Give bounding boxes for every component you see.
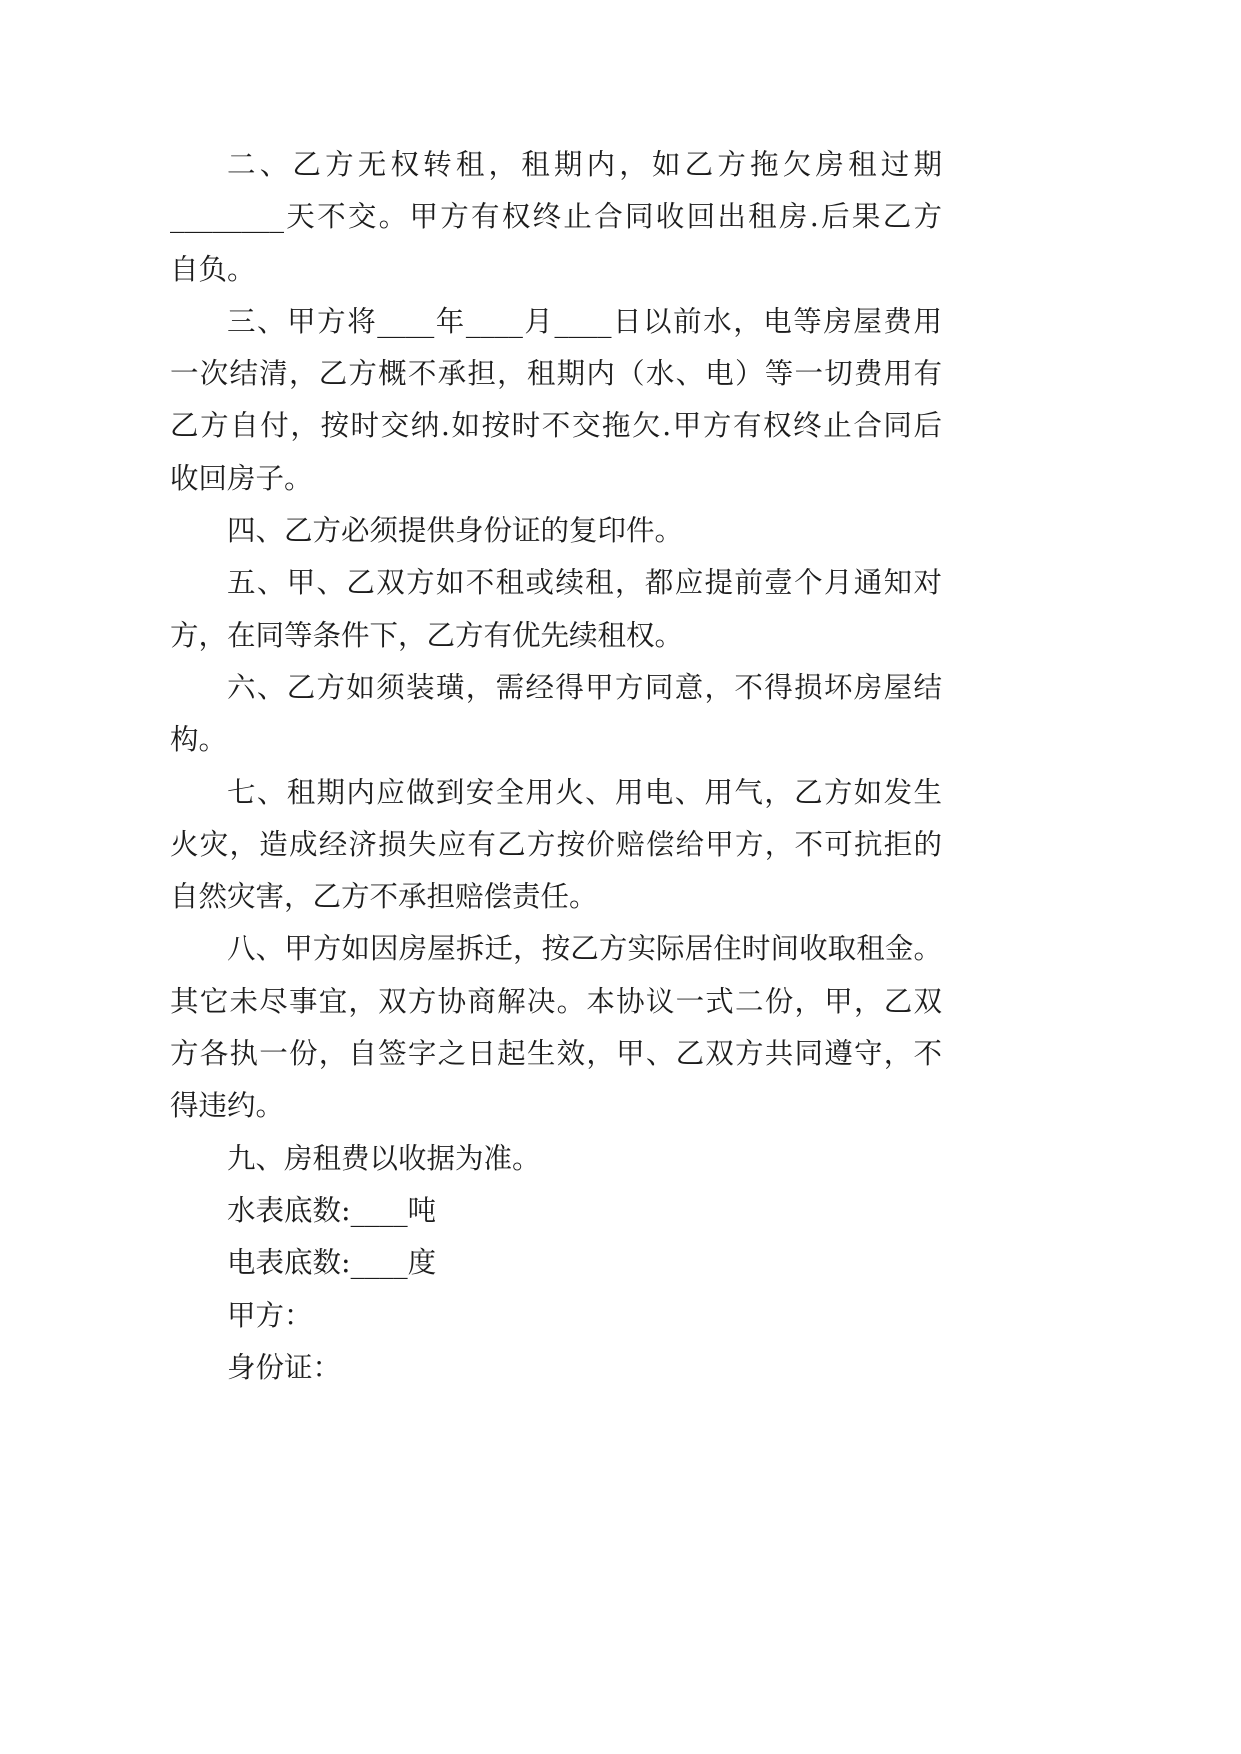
clause-2-line-3: 自负。 xyxy=(170,252,256,286)
clause-4-line-1: 四、乙方必须提供身份证的复印件。 xyxy=(227,514,684,548)
clause-7-line-2: 火灾，造成经济损失应有乙方按价赔偿给甲方，不可抗拒的 xyxy=(170,827,942,861)
clause-5-line-2: 方，在同等条件下，乙方有优先续租权。 xyxy=(170,618,684,652)
clause-6-line-1: 六、乙方如须装璜，需经得甲方同意，不得损坏房屋结 xyxy=(227,670,942,704)
clause-5-line-1: 五、甲、乙双方如不租或续租，都应提前壹个月通知对 xyxy=(227,566,942,600)
clause-9-line-1: 九、房租费以收据为准。 xyxy=(227,1141,541,1175)
clause-2-line-2: ________天不交。甲方有权终止合同收回出租房.后果乙方 xyxy=(170,200,942,234)
clause-8-line-2: 其它未尽事宜，双方协商解决。本协议一式二份，甲，乙双 xyxy=(170,984,942,1018)
clause-7-line-3: 自然灾害，乙方不承担赔偿责任。 xyxy=(170,880,598,914)
clause-6-line-2: 构。 xyxy=(170,723,228,757)
clause-3-line-1: 三、甲方将____年____月____日以前水，电等房屋费用 xyxy=(227,304,942,338)
clause-2-line-1: 二、乙方无权转租，租期内，如乙方拖欠房租过期 xyxy=(227,148,942,181)
water-meter-reading-field: 水表底数:____吨 xyxy=(227,1193,437,1227)
contract-body xyxy=(170,139,942,1394)
clause-3-line-3: 乙方自付，按时交纳.如按时不交拖欠.甲方有权终止合同后 xyxy=(170,409,942,443)
party-a-signature-field: 甲方： xyxy=(227,1298,313,1332)
clause-7-line-1: 七、租期内应做到安全用火、用电、用气，乙方如发生 xyxy=(227,775,942,809)
clause-8-line-3: 方各执一份，自签字之日起生效，甲、乙双方共同遵守，不 xyxy=(170,1037,942,1071)
clause-8-line-1: 八、甲方如因房屋拆迁，按乙方实际居住时间收取租金。 xyxy=(227,932,942,966)
clause-8-line-4: 得违约。 xyxy=(170,1089,285,1123)
clause-3-line-2: 一次结清，乙方概不承担，租期内（水、电）等一切费用有 xyxy=(170,357,942,391)
id-card-field: 身份证： xyxy=(227,1350,342,1384)
clause-3-line-4: 收回房子。 xyxy=(170,461,313,495)
electricity-meter-reading-field: 电表底数:____度 xyxy=(227,1246,437,1280)
